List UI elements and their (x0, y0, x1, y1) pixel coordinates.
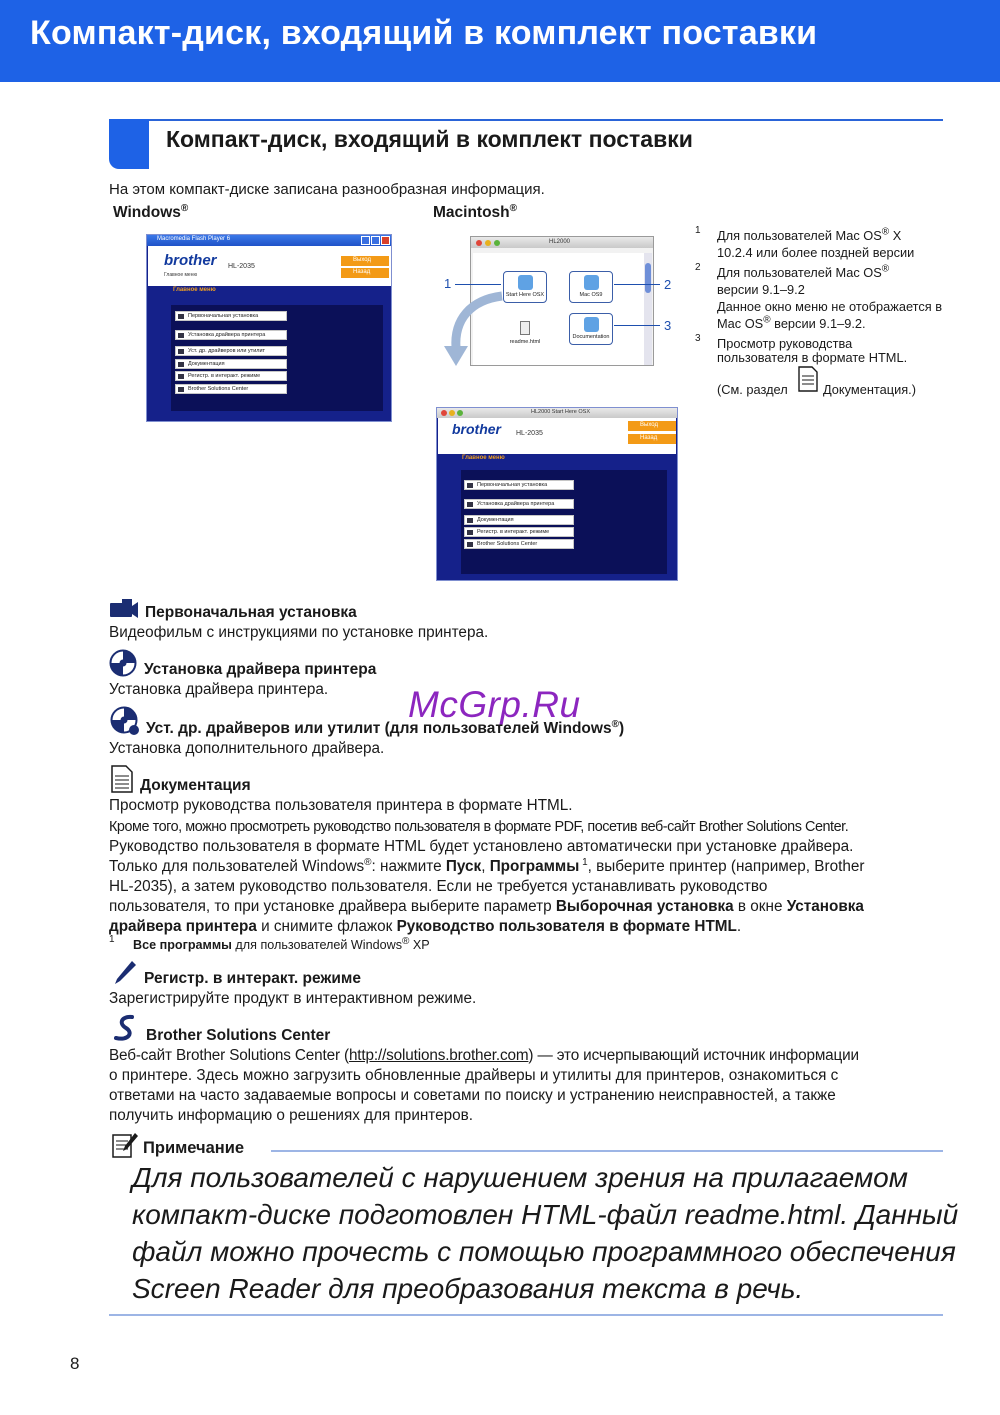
utilities-desc: Установка дополнительного драйвера. (109, 740, 385, 757)
mac-menu-titlebar (437, 408, 677, 418)
menu-panel (461, 470, 667, 574)
start-here-osx-icon: Start Here OSX (503, 271, 547, 303)
note-3-line-3b: Документация.) (823, 382, 916, 397)
banner-title: Компакт-диск, входящий в комплект поставки (30, 14, 818, 52)
bsc-title: Brother Solutions Center (146, 1027, 331, 1044)
watermark: McGrp.Ru (408, 684, 581, 725)
section-rule (149, 119, 943, 121)
close-icon (381, 236, 390, 245)
note-1-line-1: Для пользователей Mac OS® X (717, 226, 902, 243)
brother-logo: brother (452, 421, 501, 437)
documentation-icon (797, 366, 819, 392)
setup-title: Первоначальная установка (145, 604, 357, 621)
note-number: 1 (695, 225, 701, 236)
readme-file-icon: readme.html (503, 321, 547, 353)
intro-text: На этом компакт-диске записана разнообразная информация. (109, 181, 545, 198)
exit-button: Выход (628, 421, 676, 431)
menu-item: Установка драйвера принтера (464, 499, 574, 509)
menu-title: Главное меню (173, 287, 216, 293)
callout-2: 2 (664, 277, 672, 292)
menu-item: Первоначальная установка (175, 311, 287, 321)
note-2-line-1: Для пользователей Mac OS® (717, 263, 890, 280)
bsc-line-2: о принтере. Здесь можно загрузить обновленные драйверы и утилиты для принтеров, ознакомиться с (109, 1067, 839, 1084)
menu-item: Документация (464, 515, 574, 525)
note-1-line-2: 10.2.4 или более поздней версии (717, 245, 915, 260)
note-pad-icon (111, 1131, 139, 1159)
doc-line-7: драйвера принтера и снимите флажок Руководство пользователя в формате HTML. (109, 918, 742, 935)
curved-arrow-icon (440, 290, 510, 370)
note-title: Примечание (143, 1139, 245, 1157)
note-line-4: Screen Reader для преобразования текста в речь. (132, 1273, 804, 1304)
documentation-folder-icon: Documentation (569, 313, 613, 345)
note-2-line-4: Mac OS® версии 9.1–9.2. (717, 314, 866, 331)
menu-item: Brother Solutions Center (175, 384, 287, 394)
zoom-dot-icon (494, 240, 500, 246)
pen-icon (113, 960, 137, 986)
video-setup-icon (109, 598, 139, 620)
bsc-line-1: Веб-сайт Brother Solutions Center (http://solutions.brother.com) — это исчерпывающий источник информации (109, 1047, 859, 1064)
app-header (148, 246, 391, 286)
macintosh-label: Macintosh® (433, 202, 518, 221)
brother-logo: brother (164, 252, 217, 269)
windows-menu-screenshot (146, 234, 392, 422)
callout-line (455, 284, 501, 285)
driver-title: Установка драйвера принтера (144, 661, 377, 678)
menu-item: Уст. др. драйверов или утилит (175, 346, 287, 356)
mac-os9-folder-icon: Mac OS9 (569, 271, 613, 303)
menu-item: Установка драйвера принтера (175, 330, 287, 340)
documentation-icon (110, 765, 134, 793)
section-title: Компакт-диск, входящий в комплект поставки (166, 126, 693, 152)
mac-menu-title: HL2000 Start Here OSX (531, 409, 591, 415)
app-header (438, 418, 676, 454)
note-number: 3 (695, 333, 701, 344)
doc-line-3: Руководство пользователя в формате HTML будет установлено автоматически при установке драйвера. (109, 838, 854, 855)
doc-line-4: Только для пользователей Windows®: нажмите Пуск, Программы $^1$, выберите принтер (например, Brother (109, 856, 865, 875)
window-title: Macromedia Flash Player 6 (157, 236, 231, 242)
scrollbar (644, 253, 652, 365)
section-marker (109, 119, 149, 169)
registration-desc: Зарегистрируйте продукт в интерактивном режиме. (109, 990, 477, 1007)
callout-1: 1 (444, 276, 452, 291)
solutions-center-icon (112, 1014, 140, 1042)
documentation-title: Документация (140, 777, 251, 794)
model-label: HL-2035 (516, 430, 543, 437)
note-2-line-2: версии 9.1–9.2 (717, 282, 805, 297)
note-2-line-3: Данное окно меню не отображается в (717, 299, 943, 314)
menu-item: Brother Solutions Center (464, 539, 574, 549)
note-top-rule (271, 1150, 943, 1152)
solutions-link[interactable]: http://solutions.brother.com (348, 1047, 529, 1064)
doc-line-6: пользователя, то при установке драйвера выберите параметр Выборочная установка в окне Установка (109, 898, 864, 915)
bsc-line-3: ответами на часто задаваемые вопросы и советами по поиску и устранению неисправностей, а также (109, 1087, 836, 1104)
minimize-dot-icon (485, 240, 491, 246)
maximize-icon (371, 236, 380, 245)
close-dot-icon (476, 240, 482, 246)
minimize-icon (361, 236, 370, 245)
finder-title: HL2000 (549, 239, 571, 245)
menu-item: Документация (175, 359, 287, 369)
cd-install-icon (109, 649, 137, 677)
menu-item: Регистр. в интеракт. режиме (464, 527, 574, 537)
bsc-line-4: получить информацию о решениях для принтеров. (109, 1107, 474, 1124)
registration-title: Регистр. в интеракт. режиме (144, 970, 361, 987)
note-3-line-1: Просмотр руководства (717, 336, 853, 351)
doc-line-2: Кроме того, можно просмотреть руководство пользователя в формате PDF, посетив веб-сайт Brother Solutions Center. (109, 819, 849, 835)
note-line-3: файл можно прочесть с помощью программного обеспечения (132, 1236, 956, 1267)
model-label: HL-2035 (228, 263, 255, 270)
note-line-2: компакт-диске подготовлен HTML-файл readme.html. Данный (132, 1199, 959, 1230)
page-number: 8 (70, 1354, 80, 1373)
menu-item: Регистр. в интеракт. режиме (175, 371, 287, 381)
cd-utilities-icon (110, 706, 140, 736)
setup-desc: Видеофильм с инструкциями по установке принтера. (109, 624, 489, 641)
finder-titlebar (471, 237, 653, 248)
footnote-number: 1 (109, 934, 115, 945)
callout-line (614, 284, 660, 285)
window-titlebar (147, 235, 391, 246)
mac-menu-screenshot (436, 407, 678, 581)
note-number: 2 (695, 262, 701, 273)
note-3-line-3a: (См. раздел (717, 382, 788, 397)
note-bottom-rule (109, 1314, 943, 1316)
note-3-line-2: пользователя в формате HTML. (717, 350, 908, 365)
minimize-dot-icon (449, 410, 455, 416)
close-dot-icon (441, 410, 447, 416)
utilities-title: Уст. др. драйверов или утилит (для пользователей Windows®) (146, 718, 625, 737)
zoom-dot-icon (457, 410, 463, 416)
windows-label: Windows® (113, 202, 189, 221)
back-button: Назад (341, 268, 389, 278)
menu-panel (171, 305, 383, 411)
exit-button: Выход (341, 256, 389, 266)
header-banner (0, 0, 1000, 82)
back-button: Назад (628, 434, 676, 444)
callout-line (614, 325, 660, 326)
driver-desc: Установка драйвера принтера. (109, 681, 329, 698)
callout-3: 3 (664, 318, 672, 333)
note-line-1: Для пользователей с нарушением зрения на прилагаемом (132, 1162, 908, 1193)
subtitle: Главное меню (164, 272, 198, 278)
menu-title: Главное меню (462, 455, 505, 461)
footnote-text: Все программы для пользователей Windows® XP (133, 935, 430, 952)
menu-item: Первоначальная установка (464, 480, 574, 490)
doc-line-5: HL-2035), а затем руководство пользователя. Если не требуется устанавливать руководство (109, 878, 768, 895)
doc-line-1: Просмотр руководства пользователя принтера в формате HTML. (109, 797, 573, 814)
